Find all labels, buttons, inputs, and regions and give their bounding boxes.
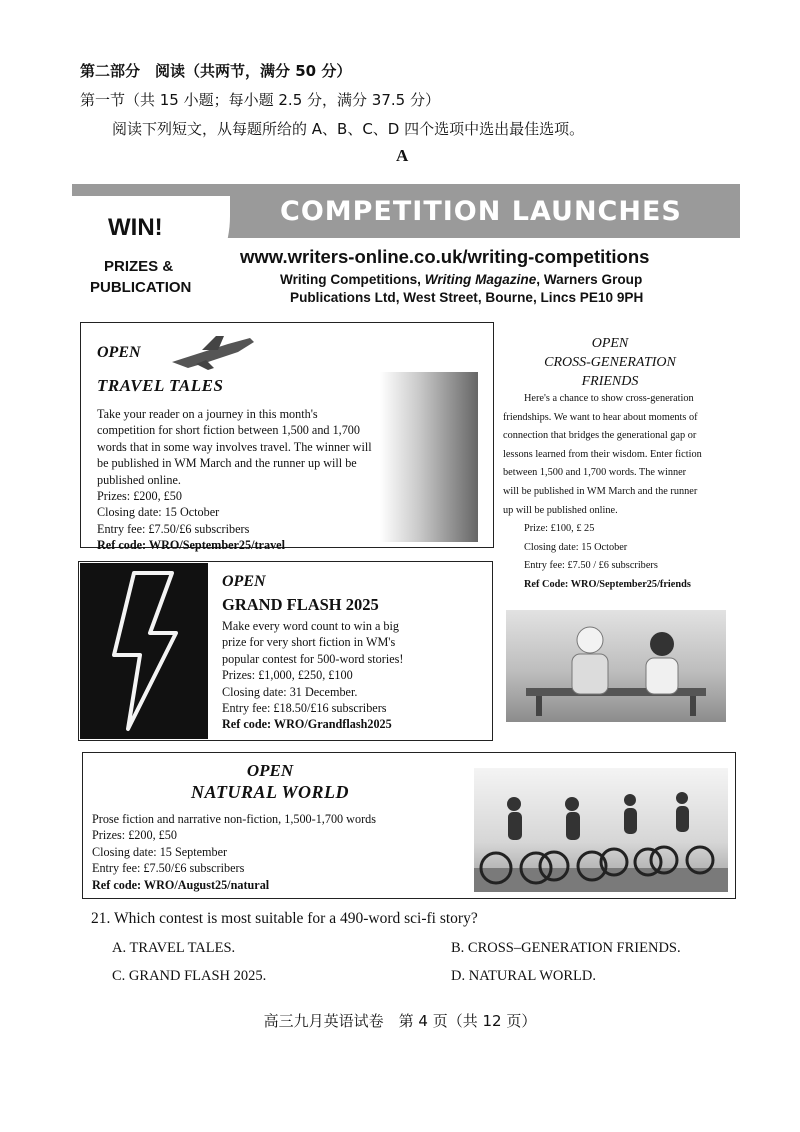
cross-description bbox=[503, 390, 729, 595]
flash-line: Make every word count to win a big bbox=[222, 619, 400, 633]
cross-line: lessons learned from their wisdom. Enter fiction bbox=[503, 448, 702, 460]
travel-photo bbox=[380, 372, 478, 542]
flash-line: Prizes: £1,000, £250, £100 bbox=[222, 668, 353, 683]
travel-open-label: OPEN bbox=[97, 344, 141, 361]
flash-line: Closing date: 31 December. bbox=[222, 684, 358, 699]
option-d: D. NATURAL WORLD. bbox=[451, 968, 596, 984]
airplane-icon bbox=[168, 332, 258, 372]
cross-ref-code: Ref Code: WRO/September25/friends bbox=[524, 578, 691, 590]
part-heading: 第二部分 阅读（共两节，满分 50 分） bbox=[80, 62, 352, 80]
address-line-1 bbox=[280, 272, 642, 287]
travel-ref-code: Ref code: WRO/September25/travel bbox=[97, 538, 285, 553]
address-part-a: Writing Competitions, bbox=[280, 272, 425, 287]
travel-line: Prizes: £200, £50 bbox=[97, 489, 182, 504]
flash-description bbox=[222, 618, 403, 733]
cross-closing-date: Closing date: 15 October bbox=[524, 541, 628, 553]
cross-title-2: FRIENDS bbox=[581, 374, 639, 389]
natural-open-label: OPEN bbox=[246, 761, 294, 780]
travel-description bbox=[97, 406, 372, 554]
cross-line: between 1,500 and 1,700 words. The winner bbox=[503, 467, 687, 479]
travel-line: competition for short fiction between 1,500 and 1,700 bbox=[97, 423, 360, 438]
passage-letter: A bbox=[396, 146, 409, 165]
cyclists-photo bbox=[474, 768, 728, 892]
travel-line: Take your reader on a journey in this month's bbox=[97, 407, 318, 421]
win-text: WIN! bbox=[108, 214, 163, 241]
natural-description bbox=[92, 811, 376, 893]
travel-line: published online. bbox=[97, 472, 181, 487]
competition-url: www.writers-online.co.uk/writing-competitions bbox=[240, 246, 650, 267]
travel-line: Entry fee: £7.50/£6 subscribers bbox=[97, 521, 250, 536]
cross-prize: Prize: £100, £ 25 bbox=[524, 523, 595, 535]
bench-illustration bbox=[506, 610, 726, 722]
flash-ref-code: Ref code: WRO/Grandflash2025 bbox=[222, 717, 392, 732]
travel-title: TRAVEL TALES bbox=[97, 376, 224, 395]
magazine-name: Writing Magazine bbox=[424, 272, 537, 287]
publication-text: PUBLICATION bbox=[90, 279, 192, 296]
address-part-c: , Warners Group bbox=[536, 272, 643, 287]
address-line-2: Publications Ltd, West Street, Bourne, Lincs PE10 9PH bbox=[290, 290, 644, 305]
option-b: B. CROSS–GENERATION FRIENDS. bbox=[451, 940, 681, 956]
cross-entry-fee: Entry fee: £7.50 / £6 subscribers bbox=[524, 560, 658, 572]
prizes-text: PRIZES & bbox=[104, 258, 174, 275]
flash-open-label: OPEN bbox=[222, 573, 266, 590]
option-a: A. TRAVEL TALES. bbox=[112, 940, 236, 956]
travel-line: words that in some way involves travel. The winner will bbox=[97, 439, 372, 454]
travel-line: be published in WM March and the runner up will be bbox=[97, 456, 357, 471]
flash-line: prize for very short fiction in WM's bbox=[222, 635, 396, 650]
friends-photo bbox=[506, 610, 726, 722]
flash-line: Entry fee: £18.50/£16 subscribers bbox=[222, 701, 387, 716]
question-21: 21. Which contest is most suitable for a 490-word sci-fi story? bbox=[91, 910, 478, 927]
cross-line: Here's a chance to show cross-generation bbox=[524, 393, 694, 404]
natural-line: Prose fiction and narrative non-fiction, 1,500-1,700 words bbox=[92, 812, 376, 826]
lightning-bolt-icon bbox=[80, 563, 208, 739]
cross-open-label: OPEN bbox=[591, 336, 629, 351]
natural-ref-code: Ref code: WRO/August25/natural bbox=[92, 877, 270, 892]
flash-line: popular contest for 500-word stories! bbox=[222, 651, 404, 666]
natural-line: Closing date: 15 September bbox=[92, 844, 228, 859]
cross-line: friendships. We want to hear about moments of bbox=[503, 411, 698, 423]
page-footer: 高三九月英语试卷 第 4 页（共 12 页） bbox=[263, 1012, 537, 1030]
travel-line: Closing date: 15 October bbox=[97, 505, 220, 520]
flash-image bbox=[80, 563, 208, 739]
cross-line: will be published in WM March and the runner bbox=[503, 485, 698, 497]
section-heading: 第一节（共 15 小题；每小题 2.5 分，满分 37.5 分） bbox=[80, 91, 440, 109]
cross-line: up will be published online. bbox=[503, 504, 618, 516]
option-c: C. GRAND FLASH 2025. bbox=[112, 968, 267, 984]
banner-title: COMPETITION LAUNCHES bbox=[280, 196, 682, 227]
natural-title: NATURAL WORLD bbox=[190, 782, 350, 802]
cross-line: connection that bridges the generational gap or bbox=[503, 430, 697, 442]
natural-line: Entry fee: £7.50/£6 subscribers bbox=[92, 861, 245, 876]
cyclists-illustration bbox=[474, 768, 728, 892]
natural-line: Prizes: £200, £50 bbox=[92, 828, 177, 843]
flash-title: GRAND FLASH 2025 bbox=[222, 595, 379, 614]
instruction-text: 阅读下列短文，从每题所给的 A、B、C、D 四个选项中选出最佳选项。 bbox=[112, 120, 585, 138]
cross-title-1: CROSS-GENERATION bbox=[544, 355, 676, 370]
